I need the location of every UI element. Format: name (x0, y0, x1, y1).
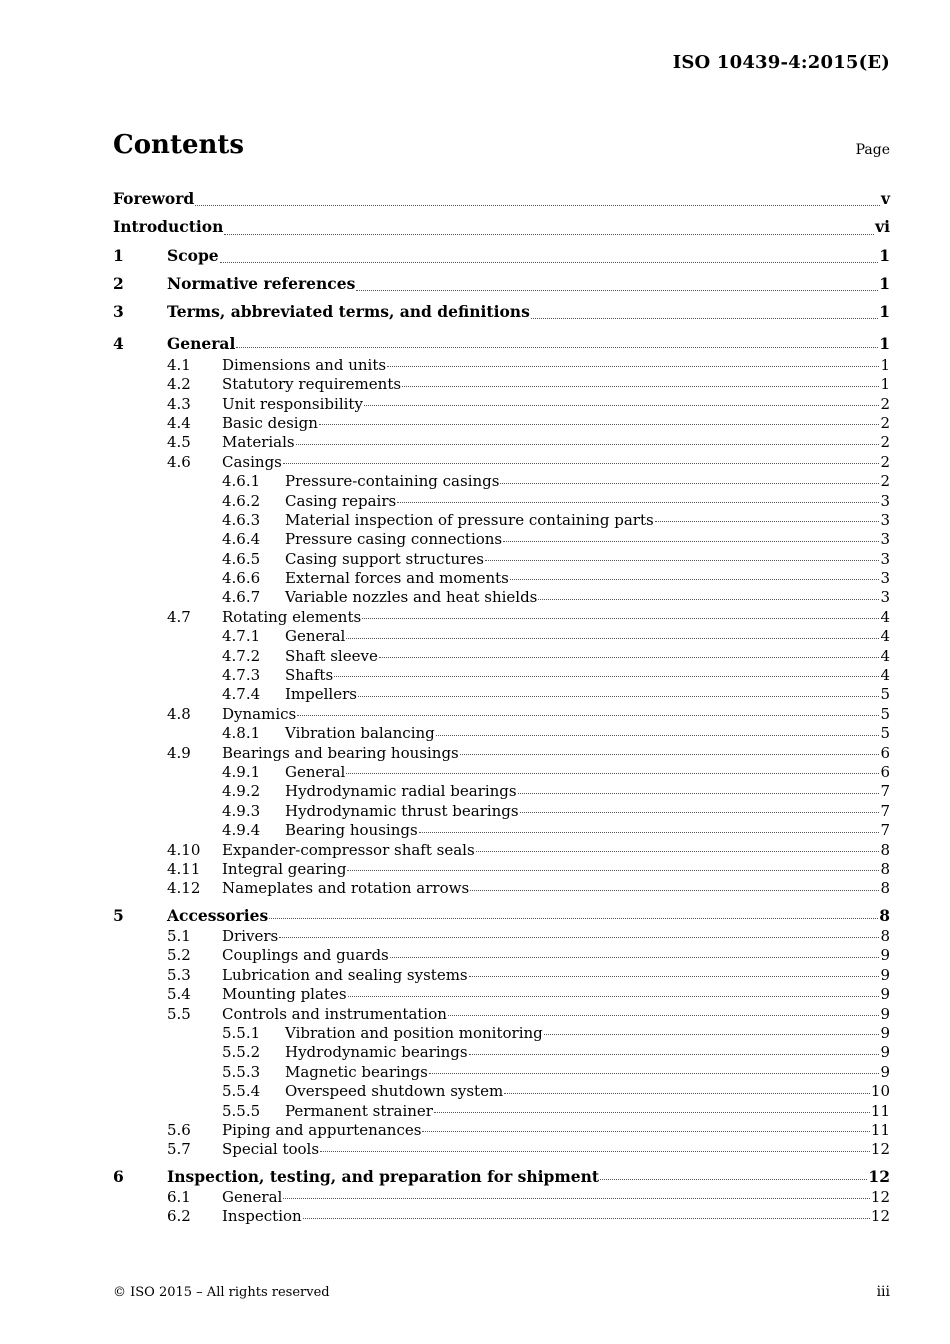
toc-entry[interactable] (113, 299, 890, 327)
toc-entry[interactable] (113, 744, 890, 763)
toc-entry[interactable] (113, 1140, 890, 1159)
toc-entry[interactable] (113, 899, 890, 927)
toc-entry-number: 4.7.4 (222, 685, 261, 704)
toc-entry-page: 9 (880, 1062, 890, 1081)
toc-entry-title: Mounting plates (222, 985, 347, 1004)
toc-entry-page: 2 (880, 433, 890, 452)
toc-entry-title: Hydrodynamic radial bearings (285, 782, 517, 801)
toc-entry-title: Expander-compressor shaft seals (222, 840, 475, 859)
toc-entry[interactable] (113, 356, 890, 375)
toc-entry-title: Controls and instrumentation (222, 1004, 447, 1023)
dot-leader (346, 637, 879, 639)
toc-entry-page: 3 (880, 569, 890, 588)
toc-entry-page: 4 (880, 607, 890, 626)
toc-entry-title: Basic design (222, 413, 318, 432)
toc-entry-number: 4.7 (167, 607, 191, 626)
toc-entry[interactable] (113, 946, 890, 965)
dot-leader (303, 1217, 870, 1219)
toc-entry-page: 1 (879, 334, 890, 354)
dot-leader (379, 656, 880, 658)
toc-entry-number: 5.5.4 (222, 1082, 261, 1101)
toc-entry-number: 5.5.1 (222, 1023, 261, 1042)
toc-entry-number: 4.1 (167, 355, 191, 374)
toc-entry[interactable] (113, 985, 890, 1004)
toc-entry-title: Terms, abbreviated terms, and definitions (167, 302, 530, 322)
toc-entry-number: 5.3 (167, 965, 191, 984)
toc-entry-title: Casing repairs (285, 491, 397, 510)
toc-entry[interactable] (113, 879, 890, 898)
toc-entry-page: 11 (870, 1101, 890, 1120)
toc-entry-number: 5 (113, 905, 124, 925)
toc-entry-title: Casing support structures (285, 549, 484, 568)
toc-entry-number: 4.9.3 (222, 801, 261, 820)
dot-leader (387, 365, 879, 367)
toc-entry-page: vi (875, 217, 890, 237)
toc-entry-number: 4.6.3 (222, 510, 261, 529)
toc-entry-number: 4.6.1 (222, 472, 261, 491)
toc-entry-page: 9 (880, 1004, 890, 1023)
dot-leader (655, 520, 880, 522)
toc-entry-page: 8 (880, 879, 890, 898)
dot-leader (469, 975, 880, 977)
toc-entry-number: 4.6.7 (222, 588, 261, 607)
dot-leader (283, 462, 880, 464)
toc-entry-title: Dimensions and units (222, 355, 387, 374)
toc-entry-page: 9 (880, 1043, 890, 1062)
toc-entry-page: 9 (880, 1023, 890, 1042)
toc-entry-number: 4.6.5 (222, 549, 261, 568)
toc-entry[interactable] (113, 1207, 890, 1226)
toc-entry[interactable] (113, 1121, 890, 1140)
dot-leader (422, 1130, 869, 1132)
toc-entry-title: External forces and moments (285, 569, 509, 588)
toc-entry[interactable] (113, 453, 890, 472)
toc-entry[interactable] (113, 666, 890, 685)
dot-leader (434, 1111, 870, 1113)
toc-entry[interactable] (113, 647, 890, 666)
dot-leader (220, 261, 879, 263)
toc-entry-number: 4.7.1 (222, 627, 261, 646)
dot-leader (476, 850, 880, 852)
toc-entry-page: 10 (870, 1082, 890, 1101)
dot-leader (269, 917, 878, 919)
toc-entry[interactable] (113, 1160, 890, 1188)
toc-entry-number: 6.1 (167, 1188, 191, 1206)
toc-entry-title: Integral gearing (222, 859, 347, 878)
toc-entry[interactable] (113, 782, 890, 801)
toc-entry-number: 4.10 (167, 840, 201, 859)
toc-entry[interactable] (113, 1063, 890, 1082)
toc-entry-number: 4.5 (167, 433, 191, 452)
toc-entry-page: 3 (880, 510, 890, 529)
toc-entry-number: 3 (113, 302, 124, 322)
toc-entry-number: 4.9 (167, 743, 191, 762)
toc-entry-title: Inspection (222, 1207, 302, 1226)
toc-entry[interactable] (113, 802, 890, 821)
dot-leader (358, 695, 879, 697)
table-of-contents (113, 186, 890, 1227)
toc-entry[interactable] (113, 705, 890, 724)
toc-entry-title: Drivers (222, 927, 279, 946)
page-column-label: Page (855, 142, 890, 158)
dot-leader (195, 204, 880, 206)
toc-entry-page: 1 (880, 355, 890, 374)
toc-entry-number: 4.6.2 (222, 491, 261, 510)
toc-entry-title: Vibration and position monitoring (285, 1023, 543, 1042)
toc-entry-title: Unit responsibility (222, 394, 363, 413)
toc-entry-title: Piping and appurtenances (222, 1120, 422, 1139)
toc-entry-title: General (222, 1188, 283, 1206)
toc-entry-number: 6.2 (167, 1207, 191, 1226)
dot-leader (419, 831, 880, 833)
toc-entry-title: Vibration balancing (285, 724, 435, 743)
toc-entry-page: 2 (880, 394, 890, 413)
toc-entry-number: 5.7 (167, 1140, 191, 1159)
toc-entry-title: Normative references (167, 273, 356, 293)
dot-leader (518, 792, 880, 794)
toc-entry-page: 3 (880, 588, 890, 607)
toc-entry-title: Hydrodynamic bearings (285, 1043, 468, 1062)
copyright-notice: © ISO 2015 – All rights reserved (113, 1285, 330, 1300)
toc-entry-number: 5.6 (167, 1120, 191, 1139)
toc-entry[interactable] (113, 395, 890, 414)
toc-entry[interactable] (113, 375, 890, 394)
toc-entry-number: 4.7.2 (222, 646, 261, 665)
dot-leader (362, 617, 879, 619)
toc-entry-number: 4.8.1 (222, 724, 261, 743)
toc-entry-title: Bearings and bearing housings (222, 743, 459, 762)
toc-entry-number: 5.1 (167, 927, 191, 946)
toc-entry[interactable] (113, 860, 890, 879)
toc-entry-page: 12 (868, 1166, 890, 1186)
toc-entry-title: Dynamics (222, 704, 297, 723)
toc-entry[interactable] (113, 821, 890, 840)
toc-entry[interactable] (113, 724, 890, 743)
toc-entry-page: 8 (880, 840, 890, 859)
toc-entry-page: 4 (880, 646, 890, 665)
toc-entry-number: 5.5.5 (222, 1101, 261, 1120)
toc-entry-title: Hydrodynamic thrust bearings (285, 801, 519, 820)
toc-entry-page: 7 (880, 801, 890, 820)
dot-leader (320, 1150, 870, 1152)
dot-leader (297, 714, 879, 716)
toc-entry-title: Foreword (113, 189, 195, 208)
toc-entry[interactable] (113, 271, 890, 299)
dot-leader (485, 559, 880, 561)
toc-entry-title: Shafts (285, 666, 334, 685)
dot-leader (236, 346, 878, 348)
document-id: ISO 10439-4:2015(E) (672, 52, 890, 73)
dot-leader (348, 995, 880, 997)
toc-entry-title: Introduction (113, 217, 224, 237)
toc-entry-page: 5 (880, 724, 890, 743)
contents-heading: Contents (113, 130, 245, 160)
dot-leader (469, 1053, 880, 1055)
toc-entry-number: 4.3 (167, 394, 191, 413)
toc-entry-page: 8 (880, 927, 890, 946)
toc-entry-page: 9 (880, 946, 890, 965)
dot-leader (503, 540, 879, 542)
dot-leader (460, 753, 880, 755)
toc-entry-page: 9 (880, 985, 890, 1004)
toc-entry-page: 1 (879, 245, 890, 265)
toc-entry-number: 5.5 (167, 1004, 191, 1023)
toc-entry-number: 6 (113, 1166, 124, 1186)
toc-entry[interactable] (113, 627, 890, 646)
toc-entry[interactable] (113, 530, 890, 549)
dot-leader (283, 1197, 870, 1199)
dot-leader (356, 289, 878, 291)
toc-entry-page: v (880, 189, 890, 208)
dot-leader (364, 404, 880, 406)
toc-entry[interactable] (113, 511, 890, 530)
toc-entry[interactable] (113, 214, 890, 242)
toc-entry-number: 4.8 (167, 704, 191, 723)
toc-entry-page: 11 (870, 1120, 890, 1139)
toc-entry[interactable] (113, 569, 890, 588)
toc-entry-number: 4.6.4 (222, 530, 261, 549)
toc-entry-title: Lubrication and sealing systems (222, 965, 468, 984)
toc-entry[interactable] (113, 927, 890, 946)
toc-entry-number: 4.11 (167, 859, 201, 878)
toc-entry[interactable] (113, 433, 890, 452)
toc-entry-page: 1 (879, 273, 890, 293)
toc-entry[interactable] (113, 186, 890, 214)
toc-entry[interactable] (113, 685, 890, 704)
toc-entry-number: 4.12 (167, 879, 201, 898)
toc-entry-page: 5 (880, 685, 890, 704)
dot-leader (436, 734, 880, 736)
dot-leader (224, 233, 874, 235)
toc-entry-number: 4.9.4 (222, 821, 261, 840)
toc-entry-title: Variable nozzles and heat shields (285, 588, 538, 607)
toc-entry-number: 4.9.1 (222, 762, 261, 781)
toc-entry-number: 4.2 (167, 375, 191, 394)
toc-entry-number: 5.5.2 (222, 1043, 261, 1062)
toc-entry[interactable] (113, 1043, 890, 1062)
toc-entry[interactable] (113, 327, 890, 355)
toc-entry-page: 5 (880, 704, 890, 723)
toc-entry-number: 5.2 (167, 946, 191, 965)
toc-entry[interactable] (113, 763, 890, 782)
dot-leader (504, 1092, 870, 1094)
toc-entry-title: Inspection, testing, and preparation for shipment (167, 1166, 600, 1186)
toc-entry-title: General (285, 762, 346, 781)
page-number: iii (876, 1284, 890, 1300)
dot-leader (402, 385, 879, 387)
toc-entry-title: Rotating elements (222, 607, 362, 626)
toc-entry-number: 4.6 (167, 452, 191, 471)
toc-entry-number: 4.4 (167, 413, 191, 432)
toc-entry-title: Overspeed shutdown system (285, 1082, 504, 1101)
toc-entry[interactable] (113, 414, 890, 433)
dot-leader (334, 675, 879, 677)
toc-entry[interactable] (113, 1082, 890, 1101)
toc-entry-page: 3 (880, 530, 890, 549)
dot-leader (296, 443, 880, 445)
toc-entry-number: 4 (113, 334, 124, 354)
toc-entry-page: 4 (880, 666, 890, 685)
dot-leader (544, 1033, 880, 1035)
toc-entry-title: Bearing housings (285, 821, 418, 840)
toc-entry-page: 4 (880, 627, 890, 646)
toc-entry-page: 3 (880, 549, 890, 568)
toc-entry-title: Casings (222, 452, 282, 471)
dot-leader (538, 598, 879, 600)
dot-leader (279, 936, 879, 938)
toc-entry-page: 9 (880, 965, 890, 984)
dot-leader (500, 482, 879, 484)
dot-leader (520, 811, 880, 813)
toc-entry-number: 5.4 (167, 985, 191, 1004)
toc-entry-title: Impellers (285, 685, 357, 704)
toc-entry[interactable] (113, 1024, 890, 1043)
toc-entry-page: 8 (880, 859, 890, 878)
dot-leader (531, 317, 878, 319)
dot-leader (600, 1178, 867, 1180)
dot-leader (347, 869, 879, 871)
toc-entry-title: Couplings and guards (222, 946, 389, 965)
toc-entry-title: Material inspection of pressure containing parts (285, 510, 654, 529)
toc-entry-title: Statutory requirements (222, 375, 402, 394)
toc-entry-title: Magnetic bearings (285, 1062, 428, 1081)
toc-entry-title: Nameplates and rotation arrows (222, 879, 470, 898)
toc-entry-page: 6 (880, 762, 890, 781)
toc-entry-page: 7 (880, 821, 890, 840)
toc-entry-title: Shaft sleeve (285, 646, 378, 665)
dot-leader (397, 501, 879, 503)
toc-entry-title: Pressure-containing casings (285, 472, 500, 491)
toc-entry-number: 4.7.3 (222, 666, 261, 685)
toc-entry-page: 1 (880, 375, 890, 394)
dot-leader (448, 1014, 880, 1016)
toc-entry[interactable] (113, 1005, 890, 1024)
toc-entry-number: 2 (113, 273, 124, 293)
toc-entry-title: Special tools (222, 1140, 320, 1159)
toc-entry-title: Permanent strainer (285, 1101, 433, 1120)
toc-entry[interactable] (113, 841, 890, 860)
toc-entry[interactable] (113, 966, 890, 985)
toc-entry[interactable] (113, 608, 890, 627)
toc-entry-title: Scope (167, 245, 219, 265)
toc-entry-page: 6 (880, 743, 890, 762)
toc-entry-title: General (167, 334, 236, 354)
toc-entry-page: 2 (880, 413, 890, 432)
toc-entry[interactable] (113, 472, 890, 491)
toc-entry-number: 5.5.3 (222, 1062, 261, 1081)
dot-leader (429, 1072, 880, 1074)
toc-entry-title: Pressure casing connections (285, 530, 503, 549)
toc-entry-number: 4.6.6 (222, 569, 261, 588)
toc-entry-page: 7 (880, 782, 890, 801)
dot-leader (470, 889, 879, 891)
toc-entry-number: 1 (113, 245, 124, 265)
toc-entry-page: 1 (879, 302, 890, 322)
toc-entry-page: 12 (870, 1207, 890, 1226)
toc-entry[interactable] (113, 588, 890, 607)
toc-entry-page: 2 (880, 452, 890, 471)
toc-entry-title: General (285, 627, 346, 646)
toc-entry[interactable] (113, 550, 890, 569)
toc-entry-title: Accessories (167, 905, 269, 925)
toc-entry-page: 12 (870, 1188, 890, 1206)
toc-entry-page: 3 (880, 491, 890, 510)
toc-entry[interactable] (113, 1188, 890, 1207)
toc-entry-page: 8 (879, 905, 890, 925)
toc-entry[interactable] (113, 492, 890, 511)
toc-entry[interactable] (113, 243, 890, 271)
dot-leader (319, 423, 880, 425)
toc-entry[interactable] (113, 1102, 890, 1121)
dot-leader (510, 578, 880, 580)
toc-entry-number: 4.9.2 (222, 782, 261, 801)
dot-leader (390, 956, 880, 958)
toc-entry-page: 2 (880, 472, 890, 491)
toc-entry-title: Materials (222, 433, 295, 452)
toc-entry-page: 12 (870, 1140, 890, 1159)
dot-leader (346, 772, 879, 774)
